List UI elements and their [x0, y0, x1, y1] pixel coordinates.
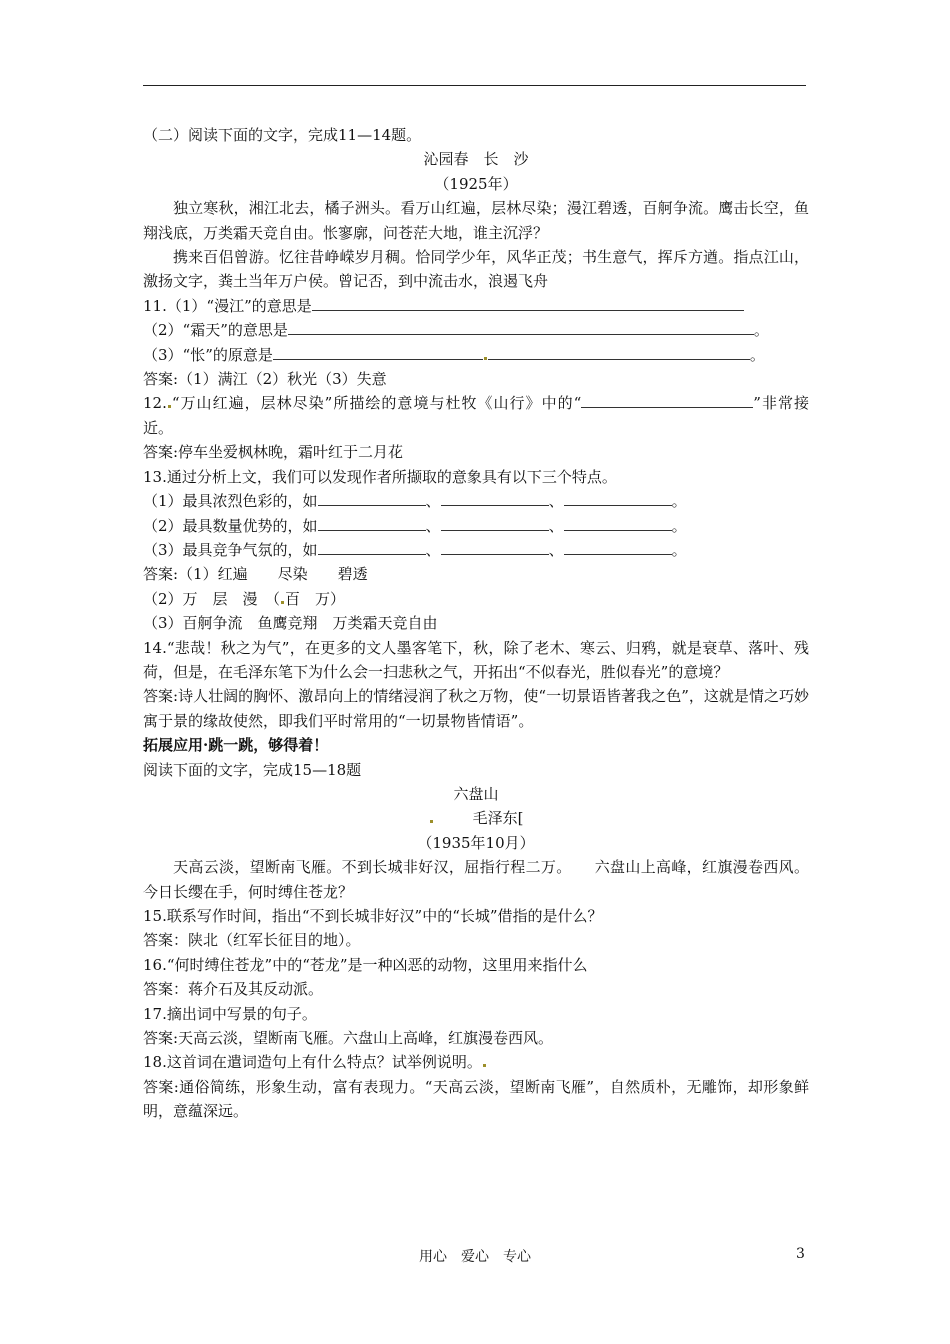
- poem-changsha-para1: 独立寒秋，湘江北去，橘子洲头。看万山红遍，层林尽染；漫江碧透，百舸争流。鹰击长空，鱼翔浅底，万类霜天竞自由。怅寥廓，问苍茫大地，谁主沉浮？: [143, 199, 809, 242]
- q11-part1-text: 11.（1）“漫江”的意思是: [143, 296, 312, 315]
- q17-question: 17.摘出词中写景的句子。: [143, 1004, 317, 1023]
- q13-blank: [564, 538, 672, 555]
- q11-part3-blank-a: [273, 343, 483, 360]
- q13-line2-text: （2）最具数量优势的，如: [143, 516, 318, 535]
- stray-dot: [281, 601, 284, 604]
- q18-answer: 答案:通俗简练，形象生动，富有表现力。“天高云淡，望断南飞雁”，自然质朴，无雕饰，却形象鲜明，意蕴深远。: [143, 1077, 809, 1121]
- q13-blank: [441, 514, 549, 531]
- q11-part3-end: 。: [749, 345, 765, 364]
- q13-blank: [318, 514, 426, 531]
- q13-blank: [441, 489, 549, 506]
- q18-text: 18.这首词在遣词造句上有什么特点？试举例说明。: [143, 1053, 482, 1072]
- q13-answer-2: [143, 587, 809, 611]
- q13-answer-2b: 百 万）: [285, 589, 346, 608]
- poem-author-text: 毛泽东[: [472, 809, 524, 828]
- q13-sep: 、: [548, 540, 564, 559]
- q11-part1: [143, 294, 809, 318]
- q12-number: 12.: [143, 394, 167, 413]
- q11-part2: [143, 318, 809, 342]
- extension-intro: 阅读下面的文字，完成15—18题: [143, 760, 362, 779]
- q13-blank: [564, 514, 672, 531]
- q13-stem: 13.通过分析上文，我们可以发现作者所撷取的意象具有以下三个特点。: [143, 467, 617, 486]
- q11-part2-end: 。: [753, 321, 769, 340]
- q13-end: 。: [671, 540, 687, 559]
- poem-year-changsha: （1925年）: [434, 174, 518, 193]
- q13-line1: [143, 489, 809, 513]
- q13-end: 。: [671, 492, 687, 511]
- q11-part1-blank: [312, 294, 744, 311]
- q13-sep: 、: [548, 516, 564, 535]
- document-body: [143, 123, 809, 1124]
- q13-sep: 、: [548, 492, 564, 511]
- q13-line2: [143, 514, 809, 538]
- q13-answer-3: （3）百舸争流 鱼鹰竞翔 万类霜天竞自由: [143, 614, 438, 633]
- q11-part2-blank: [288, 318, 754, 335]
- q11-part3-blank-b: [488, 343, 750, 360]
- q13-line3: [143, 538, 809, 562]
- q13-line1-text: （1）最具浓烈色彩的，如: [143, 492, 318, 511]
- q13-end: 。: [671, 516, 687, 535]
- q12-question: [143, 391, 809, 440]
- q13-blank: [318, 538, 426, 555]
- stray-dot: [483, 1064, 486, 1067]
- extension-heading: 拓展应用·跳一跳，够得着！: [143, 736, 329, 755]
- q12-blank: [581, 391, 753, 408]
- q13-sep: 、: [425, 492, 441, 511]
- q16-question: 16.“何时缚住苍龙”中的“苍龙”是一种凶恶的动物，这里用来指什么: [143, 955, 588, 974]
- q13-answer-1: 答案:（1）红遍 尽染 碧透: [143, 565, 368, 584]
- page-number: 3: [796, 1246, 805, 1262]
- q13-sep: 、: [425, 540, 441, 559]
- header-rule: [143, 85, 806, 86]
- q13-sep: 、: [425, 516, 441, 535]
- q12-text: “万山红遍，层林尽染”所描绘的意境与杜牧《山行》中的“: [171, 394, 582, 413]
- poem-author: [143, 806, 809, 830]
- q13-answer-2a: （2）万 层 漫 （: [143, 589, 281, 608]
- q14-answer: 答案:诗人壮阔的胸怀、激昂向上的情绪浸润了秋之万物，使“一切景语皆著我之色”，这就是情之巧妙寓于景的缘故使然，即我们平时常用的“一切景物皆情语”。: [143, 687, 809, 730]
- poem-liupanshan-text: 天高云淡，望断南飞雁。不到长城非好汉，屈指行程二万。 六盘山上高峰，红旗漫卷西风。今日长缨在手，何时缚住苍龙？: [143, 858, 809, 901]
- q15-answer: 答案：陕北（红军长征目的地）。: [143, 931, 361, 950]
- stray-dot: [168, 405, 171, 408]
- q15-question: 15.联系写作时间，指出“不到长城非好汉”中的“长城”借指的是什么？: [143, 907, 603, 925]
- q11-part2-text: （2）“霜天”的意思是: [143, 321, 288, 340]
- stray-dot: [484, 357, 487, 360]
- q12-answer: 答案:停车坐爱枫林晚，霜叶红于二月花: [143, 443, 404, 462]
- stray-dot: [430, 820, 433, 823]
- q13-line3-text: （3）最具竞争气氛的，如: [143, 540, 318, 559]
- q13-blank: [564, 489, 672, 506]
- q12-post: ”非常接近。: [143, 394, 809, 437]
- q16-answer: 答案：蒋介石及其反动派。: [143, 980, 324, 999]
- q17-answer: 答案:天高云淡，望断南飞雁。六盘山上高峰，红旗漫卷西风。: [143, 1029, 554, 1048]
- q14-question: 14.“悲哉！秋之为气”，在更多的文人墨客笔下，秋，除了老木、寒云、归鸦，就是衰草、落叶、残荷，但是，在毛泽东笔下为什么会一扫悲秋之气，开拓出“不似春光，胜似春光”的意境？: [143, 638, 809, 681]
- q11-answer: 答案:（1）满江（2）秋光（3）失意: [143, 370, 387, 389]
- section2-intro: （二）阅读下面的文字，完成11—14题。: [143, 126, 422, 144]
- poem-title-liupanshan: 六盘山: [453, 784, 499, 803]
- q13-blank: [318, 489, 426, 506]
- q18-question: [143, 1050, 809, 1074]
- poem-title-changsha: 沁园春 长 沙: [423, 150, 529, 169]
- q13-blank: [441, 538, 549, 555]
- poem-year-liupanshan: （1935年10月）: [417, 833, 535, 852]
- poem-changsha-para2: 携来百侣曾游。忆往昔峥嵘岁月稠。恰同学少年，风华正茂；书生意气，挥斥方遒。指点江山，激扬文字，粪土当年万户侯。曾记否，到中流击水，浪遏飞舟: [143, 248, 809, 291]
- footer-motto: 用心 爱心 专心: [419, 1249, 531, 1265]
- q11-part3-text: （3）“怅”的原意是: [143, 345, 273, 364]
- q11-part3: [143, 343, 809, 367]
